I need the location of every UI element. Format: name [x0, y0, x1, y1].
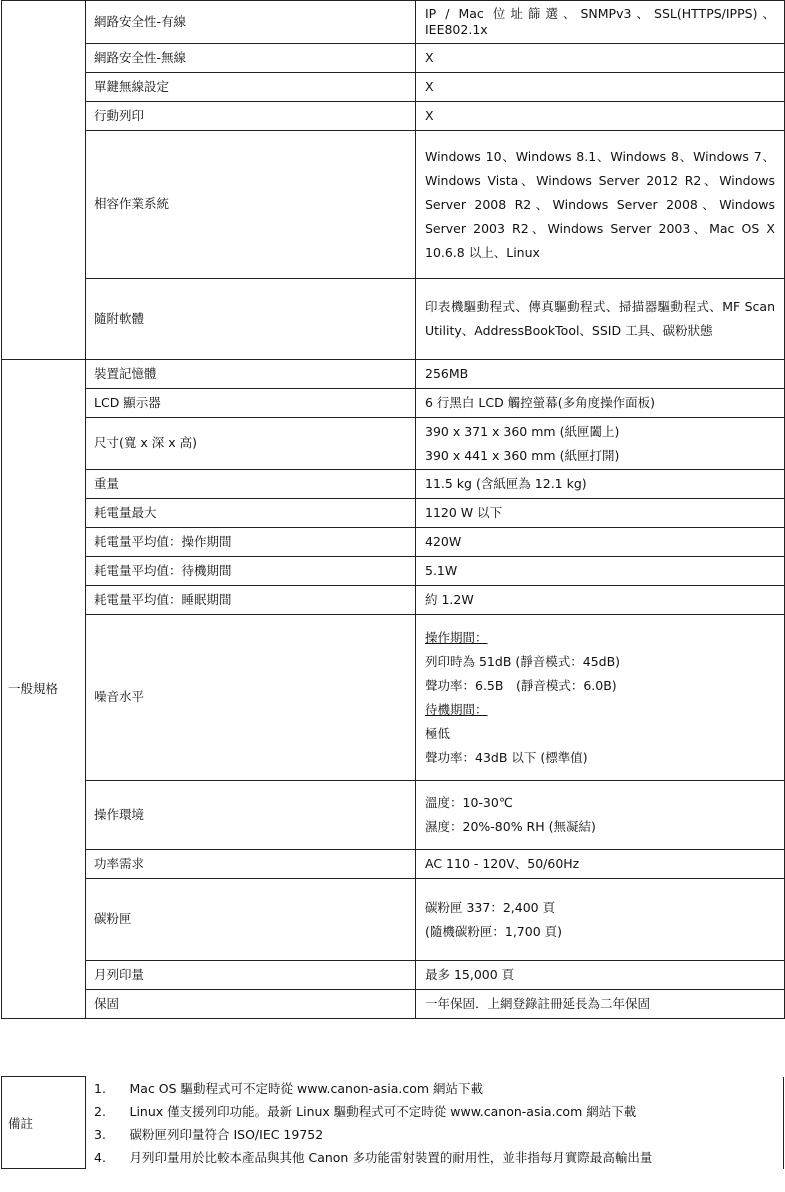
note-text: Linux 僅支援列印功能。最新 Linux 驅動程式可不定時從 www.canon-asia.com 網站下載 — [122, 1100, 784, 1123]
spec-value: IP / Mac 位址篩選、SNMPv3、SSL(HTTPS/IPPS)、IEE802.1x — [416, 1, 785, 44]
spec-label: 相容作業系統 — [86, 131, 416, 279]
note-number: 1. — [86, 1077, 122, 1100]
spec-label: 耗電量平均值：操作期間 — [86, 528, 416, 557]
software-list: 印表機驅動程式、傳真驅動程式、掃描器驅動程式、MF Scan Utility、AddressBookTool、SSID 工具、碳粉狀態 — [425, 299, 775, 338]
spec-value — [416, 781, 785, 850]
spec-value — [416, 131, 785, 279]
spec-value: 6 行黑白 LCD 觸控螢幕(多角度操作面板) — [416, 389, 785, 418]
spec-table — [1, 0, 785, 1019]
spec-label: 月列印量 — [86, 961, 416, 990]
spec-value: X — [416, 73, 785, 102]
starter-toner-yield: (隨機碳粉匣：1,700 頁) — [425, 923, 563, 939]
temperature: 溫度：10-30℃ — [425, 795, 513, 810]
noise-standby: 極低 — [425, 725, 451, 741]
spec-value: AC 110 - 120V、50/60Hz — [416, 850, 785, 879]
noise-operating-heading: 操作期間： — [425, 629, 488, 645]
spec-value: 256MB — [416, 360, 785, 389]
spec-label: 保固 — [86, 990, 416, 1019]
spec-label: 耗電量最大 — [86, 499, 416, 528]
note-text: Mac OS 驅動程式可不定時從 www.canon-asia.com 網站下載 — [122, 1077, 784, 1100]
spec-label: 尺寸(寬 x 深 x 高) — [86, 418, 416, 470]
humidity: 濕度：20%-80% RH (無凝結) — [425, 819, 596, 834]
note-number: 4. — [86, 1146, 122, 1169]
spec-label: 單鍵無線設定 — [86, 73, 416, 102]
category-general: 一般規格 — [2, 360, 86, 1019]
spec-label: 重量 — [86, 470, 416, 499]
spec-label: 操作環境 — [86, 781, 416, 850]
spec-label: 行動列印 — [86, 102, 416, 131]
spec-value: 1120 W 以下 — [416, 499, 785, 528]
spec-label: 耗電量平均值：待機期間 — [86, 557, 416, 586]
spec-label: 耗電量平均值：睡眠期間 — [86, 586, 416, 615]
os-list: Windows 10、Windows 8.1、Windows 8、Windows 7、Windows Vista、Windows Server 2012 R2、Windows Server 2008 R2、Windows Server 2008、Windows Server 2003 R2、Windows Server 2003、Mac OS X 10.6.8 以上、Linux — [425, 148, 775, 260]
category-notes: 備註 — [2, 1077, 86, 1169]
spec-label: 網路安全性-無線 — [86, 44, 416, 73]
spec-value: 一年保固．上網登錄註冊延長為二年保固 — [416, 990, 785, 1019]
spec-value: 11.5 kg (含紙匣為 12.1 kg) — [416, 470, 785, 499]
spec-label: 功率需求 — [86, 850, 416, 879]
note-text: 碳粉匣列印量符合 ISO/IEC 19752 — [122, 1123, 784, 1146]
notes-table — [1, 1076, 784, 1169]
dim-closed: 390 x 371 x 360 mm (紙匣闔上) — [425, 423, 620, 439]
toner-yield: 碳粉匣 337：2,400 頁 — [425, 899, 556, 915]
spec-value: X — [416, 102, 785, 131]
spec-label: LCD 顯示器 — [86, 389, 416, 418]
spec-label: 噪音水平 — [86, 615, 416, 781]
noise-power: 聲功率：6.5B (靜音模式：6.0B) — [425, 677, 617, 693]
note-number: 2. — [86, 1100, 122, 1123]
spec-value — [416, 279, 785, 360]
category-cell-blank — [2, 1, 86, 360]
spec-value: 5.1W — [416, 557, 785, 586]
spec-value: 約 1.2W — [416, 586, 785, 615]
noise-standby-heading: 待機期間： — [425, 701, 488, 717]
spec-value — [416, 418, 785, 470]
note-number: 3. — [86, 1123, 122, 1146]
dim-open: 390 x 441 x 360 mm (紙匣打開) — [425, 447, 620, 463]
spec-value: 最多 15,000 頁 — [416, 961, 785, 990]
spec-label: 隨附軟體 — [86, 279, 416, 360]
spec-value: 420W — [416, 528, 785, 557]
noise-standby-power: 聲功率：43dB 以下 (標準值) — [425, 749, 588, 765]
spec-value — [416, 879, 785, 961]
noise-print: 列印時為 51dB (靜音模式：45dB) — [425, 653, 621, 669]
spec-label: 網路安全性-有線 — [86, 1, 416, 44]
spec-value: X — [416, 44, 785, 73]
spec-label: 裝置記憶體 — [86, 360, 416, 389]
spec-value — [416, 615, 785, 781]
spec-label: 碳粉匣 — [86, 879, 416, 961]
note-text: 月列印量用於比較本產品與其他 Canon 多功能雷射裝置的耐用性，並非指每月實際最高輸出量 — [122, 1146, 784, 1169]
